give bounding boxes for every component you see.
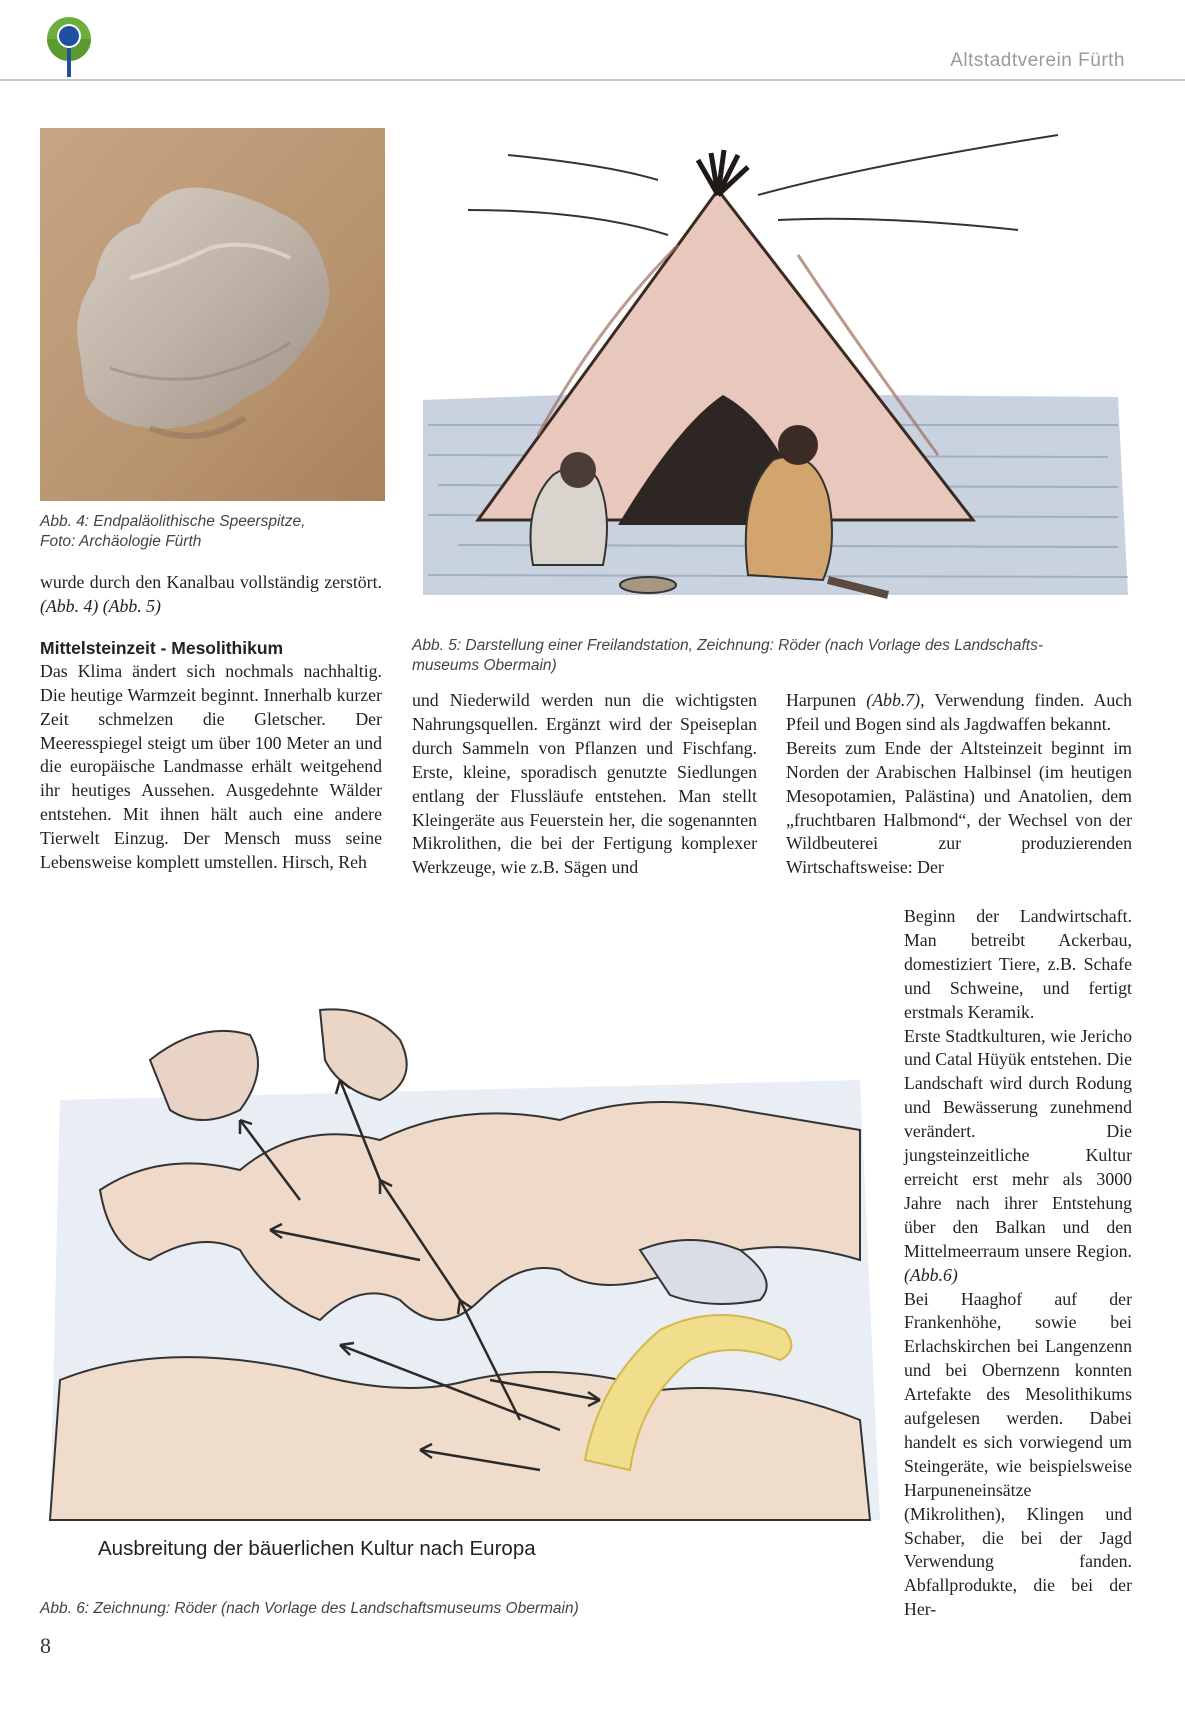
text-column-1 [40, 571, 382, 875]
paragraph: und Niederwild werden nun die wichtigsten Nahrungsquellen. Ergänzt wird der Speiseplan durch Sammeln von Pflanzen und Fischfang. Erste, kleine, sporadisch genutzte Siedlungen entlang der Flussläufe entstehen. Man stellt Kleingeräte aus Feuerstein her, die sogenannten Mikrolithen, die bei der Fertigung komplexer Werkzeuge, wie z.B. Sägen und [412, 690, 757, 878]
figure-6-caption: Abb. 6: Zeichnung: Röder (nach Vorlage des Landschaftsmuseums Obermain) [40, 1600, 579, 1617]
paragraph [786, 689, 1132, 737]
figure-4-caption [40, 512, 385, 552]
society-logo [40, 15, 98, 77]
paragraph-text: wurde durch den Kanalbau vollständig zerstört. [40, 572, 382, 592]
paragraph [904, 1025, 1132, 1288]
paragraph: Bereits zum Ende der Altsteinzeit beginnt im Norden der Arabischen Halbinsel (im heutigen Mesopotamien, Palästina) und Anatolien, dem „fruchtbaren Halbmond“, der Wechsel von der Wildbeuterei zur produzierenden Wirtschaftsweise: Der [786, 737, 1132, 878]
paragraph: Bei Haaghof auf der Frankenhöhe, sowie bei Erlachskirchen bei Langenzenn und bei Obernzenn konnten Artefakte des Mesolithikums aufgelesen werden. Dabei handelt es sich vorwiegend um Steingeräte, wie beispielsweise Harpuneneinsätze (Mikrolithen), Klingen und Schaber, die bei der Jagd Verwendung fanden. Abfallprodukte, die bei der Her- [904, 1288, 1132, 1620]
paragraph: Beginn der Landwirtschaft. Man betreibt Ackerbau, domestiziert Tiere, z.B. Schafe und Schweine, und fertigt erstmals Keramik. [904, 906, 1132, 1022]
section-heading: Mittelsteinzeit - Mesolithikum [40, 637, 284, 658]
figure-5-caption-line: Abb. 5: Darstellung einer Freilandstation, Zeichnung: Röder (nach Vorlage des Landschafts- [412, 637, 1043, 654]
figure-5-caption-line: museums Obermain) [412, 657, 557, 674]
artifact-photo [40, 128, 385, 501]
paragraph-text: , Verwendung finden. Auch Pfeil und Bogen sind als Jagdwaffen bekannt. [786, 690, 1132, 734]
text-column-4 [904, 905, 1132, 1622]
paragraph: Das Klima ändert sich nochmals nachhaltig. Die heutige Warmzeit beginnt. Innerhalb kurzer Zeit schmelzen die Gletscher. Der Meeresspiegel steigt um über 100 Meter an und die europäische Landmasse erhält weitgehend ihr heutiges Aussehen. Ausgedehnte Wälder entstehen. Mit ihnen hält auch eine andere Tierwelt Einzug. Der Mensch muss seine Lebensweise komplett umstellen. Hirsch, Reh [40, 660, 382, 873]
header-rule [0, 79, 1185, 81]
running-head: Altstadtverein Fürth [950, 50, 1125, 71]
map-title: Ausbreitung der bäuerlichen Kultur nach Europa [98, 1537, 536, 1560]
text-column-3 [786, 689, 1132, 880]
paragraph-text: Harpunen [786, 690, 857, 710]
figure-4-caption-line: Abb. 4: Endpaläolithische Speerspitze, [40, 513, 306, 530]
paragraph [40, 571, 382, 619]
paragraph-text: Erste Stadtkulturen, wie Jericho und Catal Hüyük entstehen. Die Landschaft wird durch Rodung und Bewässerung zunehmend verändert. Die jungsteinzeitliche Kultur erreicht erst mehr als 3000 Jahre nach ihrer Entstehung über den Balkan und den Mittelmeerraum unsere Region. [904, 1025, 1132, 1261]
figure-5-caption [412, 636, 1142, 676]
europe-map-drawing [40, 1000, 890, 1575]
figure-reference: (Abb. 4) (Abb. 5) [40, 595, 161, 616]
figure-reference: (Abb.6) [904, 1264, 958, 1285]
hut-drawing [418, 125, 1136, 625]
figure-reference: (Abb.7) [856, 690, 921, 710]
page-number: 8 [40, 1633, 51, 1658]
figure-4-caption-line: Foto: Archäologie Fürth [40, 533, 202, 550]
text-column-2 [412, 689, 757, 880]
